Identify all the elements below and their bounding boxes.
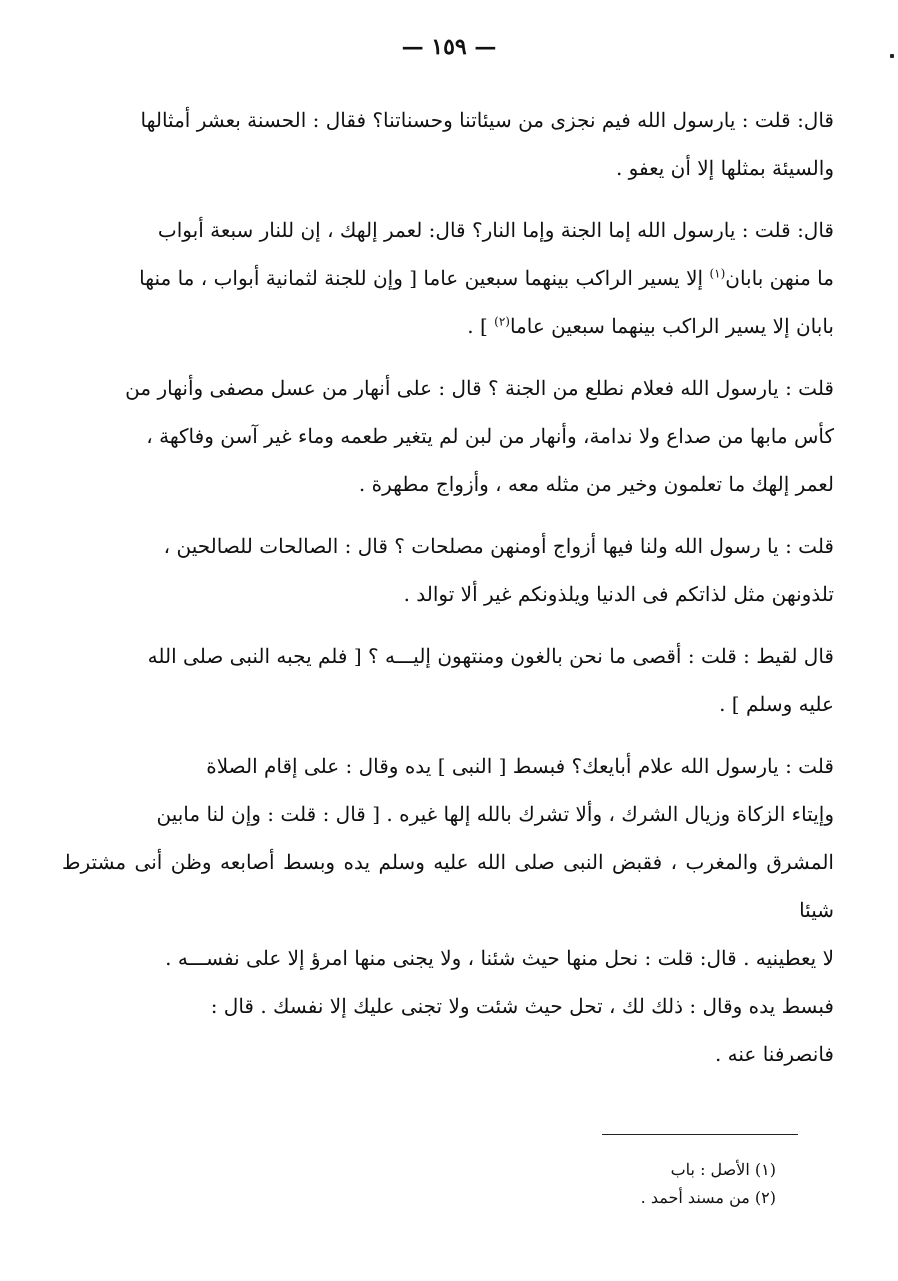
footnote-2: (٢) من مسند أحمد . [640, 1188, 776, 1207]
text-line: وإيتاء الزكاة وزيال الشرك ، وألا تشرك بالله إلها غيره . [ قال : قلت : وإن لنا مابين [156, 802, 834, 826]
paragraph-6 [62, 742, 834, 1078]
text-segment: ما منهن بابان [725, 266, 834, 290]
text-line: قلت : يارسول الله علام أبايعك؟ فبسط [ النبى ] يده وقال : على إقام الصلاة [206, 754, 834, 778]
text-line: قلت : يا رسول الله ولنا فيها أزواج أومنهن مصلحات ؟ قال : الصالحات للصالحين ، [163, 534, 834, 558]
text-line: قال: قلت : يارسول الله إما الجنة وإما النار؟ قال: لعمر إلهك ، إن للنار سبعة أبواب [157, 218, 834, 242]
text-segment: بابان إلا يسير الراكب بينهما سبعين عاما [509, 314, 834, 338]
text-line: قلت : يارسول الله فعلام نطلع من الجنة ؟ قال : على أنهار من عسل مصفى وأنهار من [125, 376, 834, 400]
paragraph-2 [62, 206, 834, 350]
footnote-divider [602, 1134, 798, 1135]
text-line: لعمر إلهك ما تعلمون وخير من مثله معه ، وأزواج مطهرة . [358, 472, 834, 496]
footnote-ref-2: (٢) [494, 314, 510, 329]
text-segment: ] . [467, 314, 488, 338]
footnote-ref-1: (١) [709, 266, 726, 281]
text-line [62, 254, 834, 302]
footnote-1: (١) الأصل : باب [670, 1160, 776, 1179]
text-line: فانصرفنا عنه . [714, 1042, 834, 1066]
text-line: لا يعطينيه . قال: قلت : نحل منها حيث شئنا ، ولا يجنى منها امرؤ إلا على نفســـه . [165, 946, 834, 970]
text-line: كأس مابها من صداع ولا ندامة، وأنهار من لبن لم يتغير طعمه وماء غير آسن وفاكهة ، [146, 424, 834, 448]
text-segment: إلا يسير الراكب بينهما سبعين عاما [ وإن للجنة لثمانية أبواب ، ما منها [139, 266, 704, 290]
text-line: قال لقيط : قلت : أقصى ما نحن بالغون ومنتهون إليـــه ؟ [ فلم يجبه النبى صلى الله [147, 644, 834, 668]
scan-speck [890, 54, 894, 58]
text-line: عليه وسلم ] . [719, 692, 834, 716]
text-line: تلذونهن مثل لذاتكم فى الدنيا ويلذونكم غير ألا توالد . [403, 582, 834, 606]
text-line: المشرق والمغرب ، فقبض النبى صلى الله عليه وسلم يده وبسط أصابعه وظن أنى مشترط شيئا [62, 850, 834, 922]
text-line: قال: قلت : يارسول الله فيم نجزى من سيئاتنا وحسناتنا؟ فقال : الحسنة بعشر أمثالها [140, 108, 834, 132]
body-text [62, 96, 834, 1092]
text-line [62, 302, 834, 350]
paragraph-1 [62, 96, 834, 192]
footnotes [476, 1156, 776, 1212]
paragraph-5 [62, 632, 834, 728]
text-line: والسيئة بمثلها إلا أن يعفو . [615, 156, 834, 180]
paragraph-4 [62, 522, 834, 618]
text-line: فبسط يده وقال : ذلك لك ، تحل حيث شئت ولا تجنى عليك إلا نفسك . قال : [210, 994, 834, 1018]
paragraph-3 [62, 364, 834, 508]
page-number: — ١٥٩ — [401, 34, 497, 60]
